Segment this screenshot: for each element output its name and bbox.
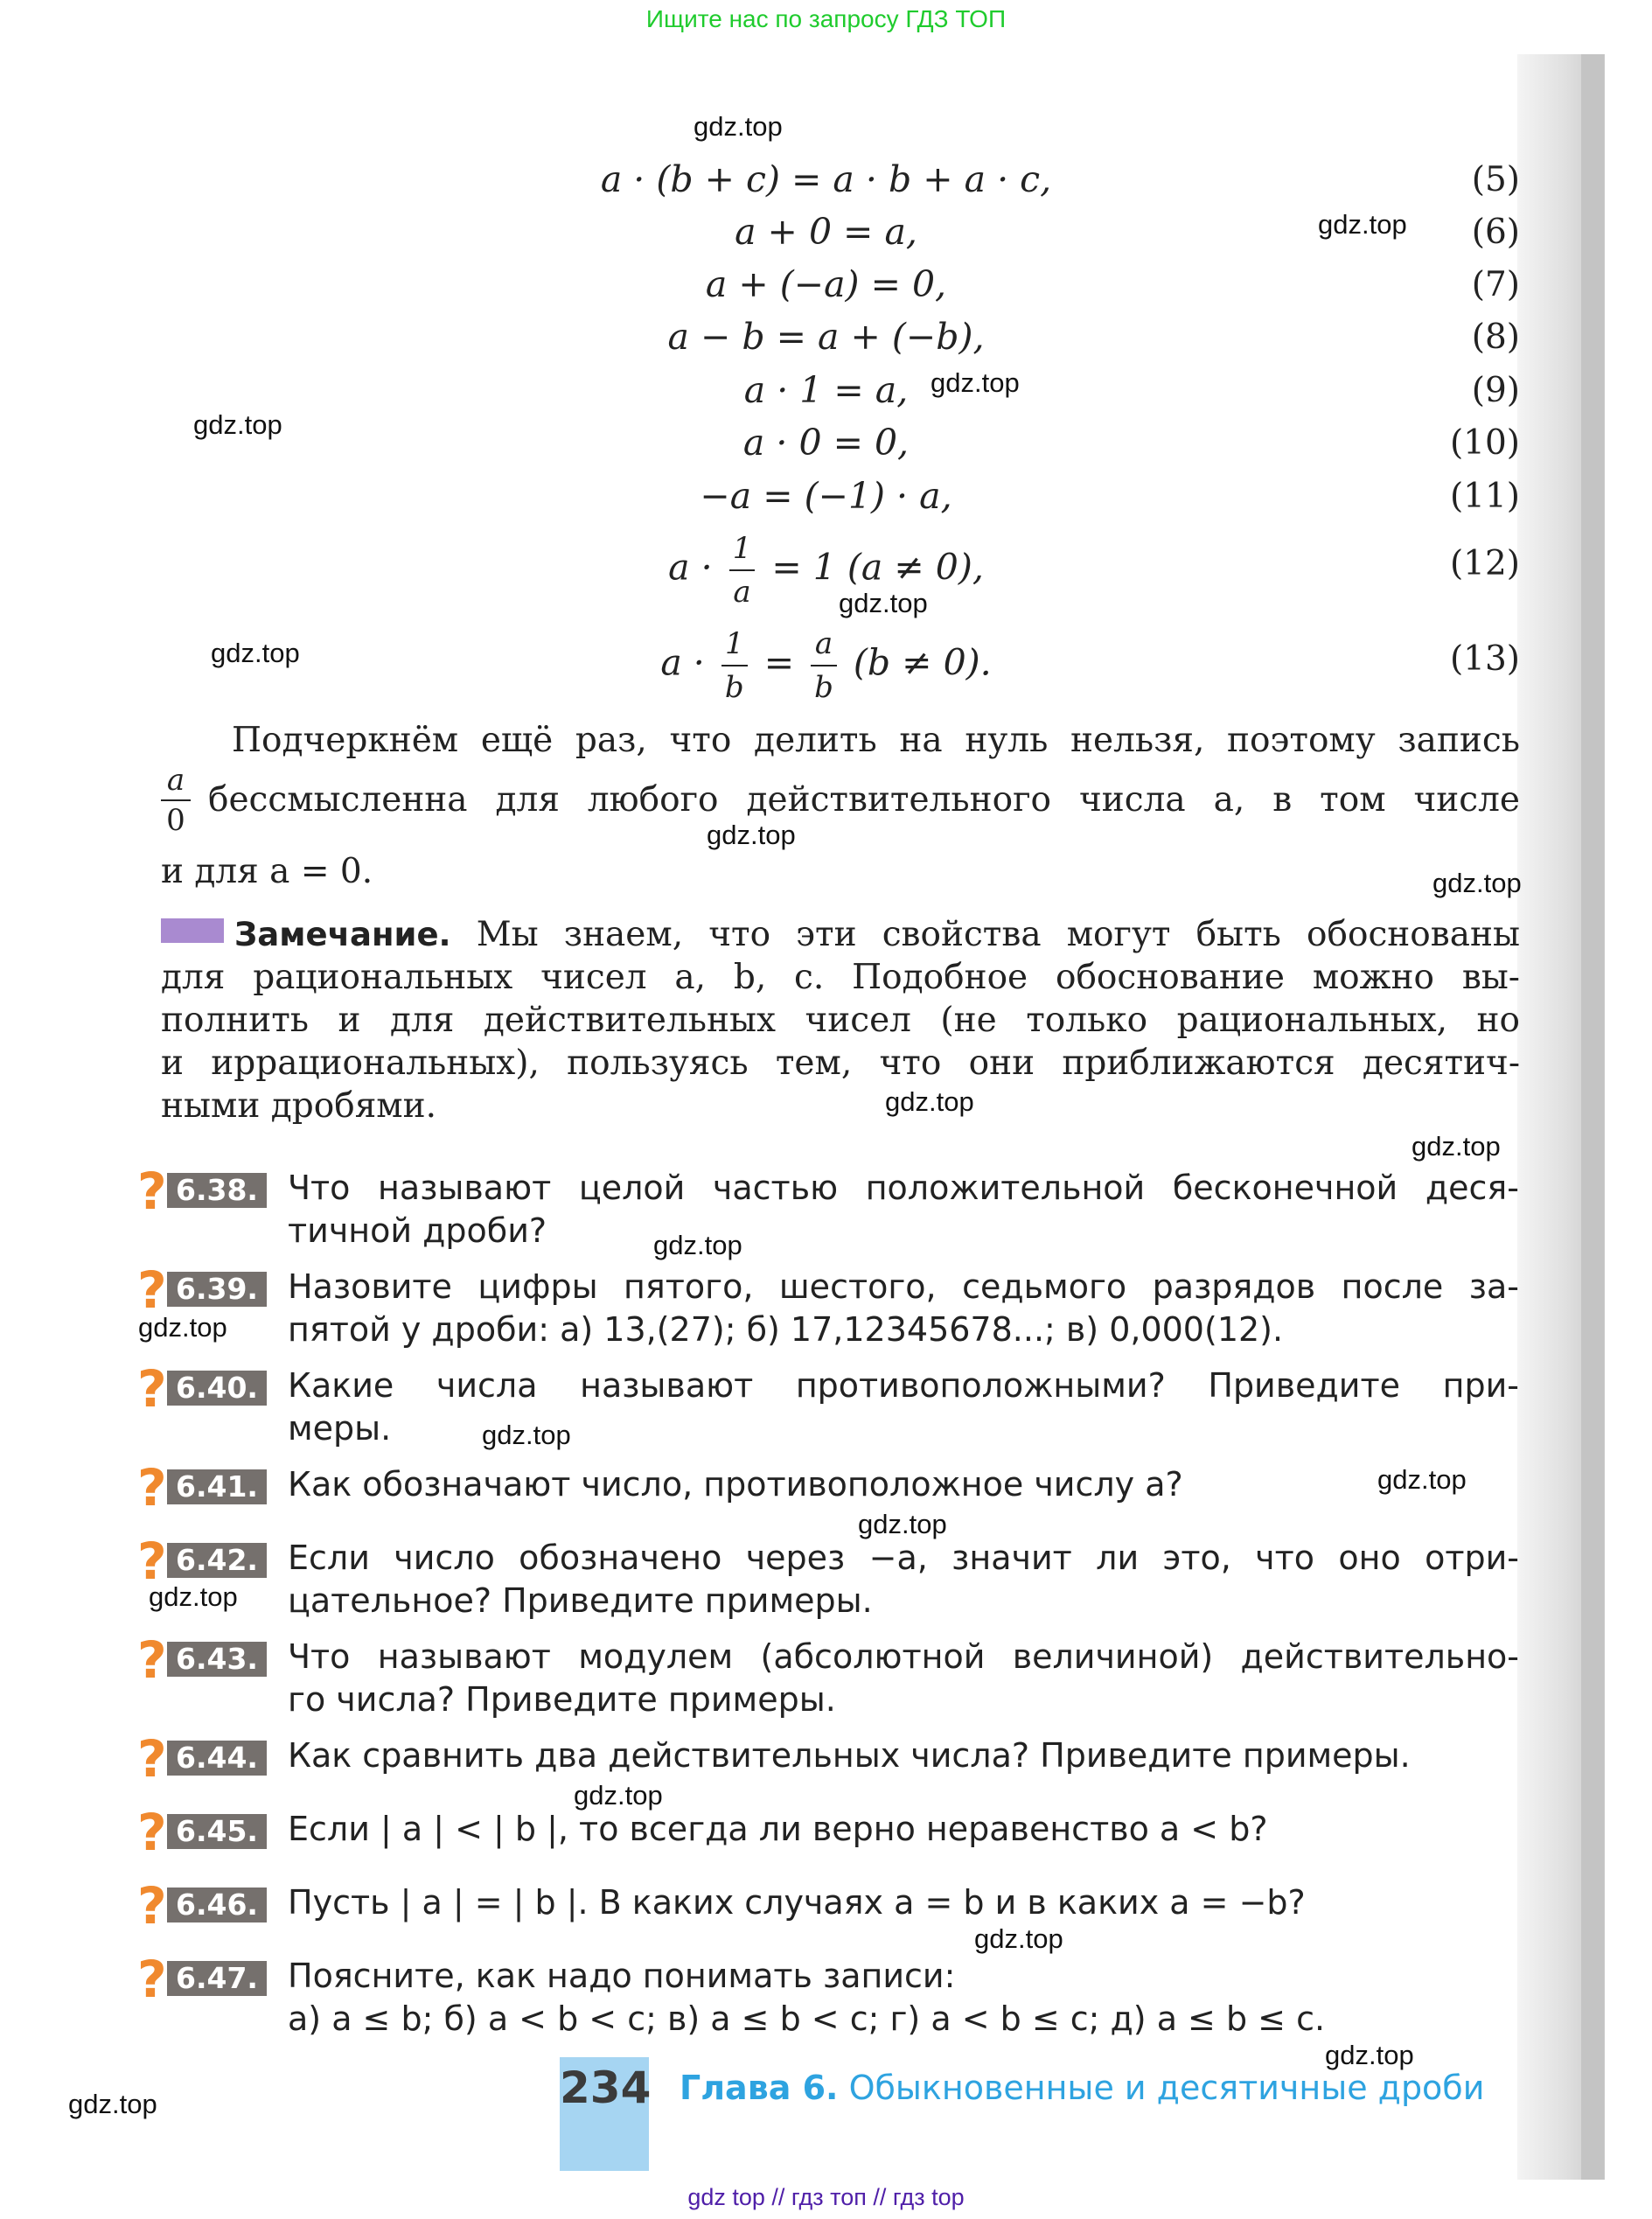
question-text: Какие числа называют противоположными? Приведите при- [288, 1366, 1519, 1405]
formula-13-prefix: a · [660, 641, 705, 684]
formula-9: a · 1 = a, [743, 369, 909, 411]
chapter-name: Обыкновенные и десятичные дроби [848, 2069, 1485, 2107]
question-text: Что называют модулем (абсолютной величиной) действительно- [288, 1637, 1519, 1676]
formula-10: a · 0 = 0, [742, 422, 910, 464]
watermark: gdz.top [885, 1086, 974, 1117]
watermark: gdz.top [149, 1581, 238, 1612]
question-text: пятой у дроби: а) 13,(27); б) 17,12345678...; в) 0,000(12). [288, 1310, 1284, 1349]
remark-line-3: полнить и для действительных чисел (не только рациональных, но [161, 1001, 1520, 1040]
watermark: gdz.top [931, 367, 1020, 398]
fraction-numerator: a [161, 761, 191, 801]
fraction-numerator: a [811, 623, 837, 666]
watermark: gdz.top [1318, 209, 1407, 240]
equation-number: (12) [1449, 544, 1520, 583]
question-mark-icon: ? [137, 1876, 167, 1936]
watermark: gdz.top [839, 588, 928, 618]
footer-banner: gdz top // гдз топ // гдз top [687, 2184, 965, 2210]
question-mark-icon: ? [137, 1630, 167, 1690]
question-badge [137, 1260, 267, 1320]
formula-6: a + 0 = a, [735, 211, 917, 253]
question-text: Если | a | < | b |, то всегда ли верно неравенство a < b? [288, 1810, 1268, 1848]
question-number: 6.47. [167, 1961, 267, 1996]
watermark: gdz.top [974, 1923, 1063, 1954]
equation-number: (13) [1449, 639, 1520, 679]
question-number: 6.41. [167, 1469, 267, 1504]
remark-line-1 [234, 913, 1520, 956]
chapter-label: Глава 6. [680, 2069, 839, 2107]
question-badge [137, 1729, 267, 1789]
fraction-a-over-0 [161, 761, 191, 840]
question-number: 6.42. [167, 1543, 267, 1578]
question-number: 6.43. [167, 1642, 267, 1677]
formula-7: a + (−a) = 0, [705, 263, 947, 305]
formula-11: −a = (−1) · a, [700, 475, 952, 517]
question-badge [137, 1162, 267, 1221]
paragraph-line-1: Подчеркнём ещё раз, что делить на нуль нельзя, поэтому запись [232, 721, 1520, 760]
watermark: gdz.top [858, 1509, 947, 1539]
paragraph-line-3: и для a = 0. [161, 852, 373, 891]
paragraph-line-2: бессмысленна для любого действительного числа a, в том числе [208, 780, 1520, 820]
top-banner: Ищите нас по запросу ГДЗ ТОП [645, 5, 1007, 32]
watermark: gdz.top [1325, 2040, 1414, 2070]
watermark: gdz.top [1412, 1131, 1501, 1162]
remark-line-2: для рациональных чисел a, b, c. Подобное обоснование можно вы- [161, 958, 1520, 997]
question-number: 6.44. [167, 1741, 267, 1776]
question-text: го числа? Приведите примеры. [288, 1680, 836, 1719]
equation-number: (8) [1471, 317, 1520, 357]
equation-number: (9) [1471, 371, 1520, 410]
fraction-a-over-b [811, 623, 837, 708]
question-text: меры. [288, 1409, 392, 1448]
fraction-1-over-a [729, 527, 756, 613]
fraction-1-over-b [721, 623, 748, 708]
watermark: gdz.top [482, 1420, 571, 1450]
watermark: gdz.top [68, 2089, 157, 2119]
fraction-denominator: b [724, 670, 744, 705]
question-badge [137, 1876, 267, 1936]
question-mark-icon: ? [137, 1803, 167, 1862]
watermark: gdz.top [211, 638, 300, 668]
watermark: gdz.top [707, 820, 796, 850]
question-badge [137, 1532, 267, 1591]
chapter-title [680, 2069, 1484, 2107]
question-text: тичной дроби? [288, 1211, 547, 1250]
formula-13-equals: = [763, 641, 795, 684]
question-mark-icon: ? [137, 1162, 167, 1221]
question-number: 6.40. [167, 1371, 267, 1406]
remark-text: Мы знаем, что эти свойства могут быть обоснованы [476, 915, 1520, 954]
question-mark-icon: ? [137, 1260, 167, 1320]
question-text: а) a ≤ b; б) a < b < c; в) a ≤ b < c; г) a < b ≤ c; д) a ≤ b ≤ c. [288, 1999, 1326, 2038]
question-badge [137, 1803, 267, 1862]
remark-marker [161, 918, 224, 943]
page-number: 234 [560, 2057, 649, 2171]
fraction-numerator: 1 [721, 623, 748, 666]
remark-line-4: и иррациональных), пользуясь тем, что они приближаются десятич- [161, 1043, 1520, 1083]
fraction-denominator: b [814, 670, 833, 705]
question-text: Пусть | a | = | b |. В каких случаях a = b и в каких a = −b? [288, 1883, 1306, 1922]
formula-5: a · (b + c) = a · b + a · c, [600, 158, 1052, 200]
watermark: gdz.top [694, 111, 783, 142]
question-mark-icon: ? [137, 1458, 167, 1518]
question-mark-icon: ? [137, 1950, 167, 2009]
question-mark-icon: ? [137, 1729, 167, 1789]
question-number: 6.38. [167, 1173, 267, 1208]
question-text: Что называют целой частью положительной бесконечной деся- [288, 1169, 1519, 1207]
equation-number: (5) [1471, 160, 1520, 199]
question-text: Как обозначают число, противоположное числу a? [288, 1465, 1183, 1504]
watermark: gdz.top [574, 1780, 663, 1811]
remark-line-5: ными дробями. [161, 1086, 437, 1126]
equation-number: (7) [1471, 265, 1520, 304]
formula-12-prefix: a · [668, 546, 713, 589]
question-badge [137, 1359, 267, 1419]
remark-label: Замечание. [234, 916, 451, 953]
question-mark-icon: ? [137, 1532, 167, 1591]
fraction-denominator: 0 [166, 803, 185, 838]
question-mark-icon: ? [137, 1359, 167, 1419]
question-text: цательное? Приведите примеры. [288, 1581, 873, 1620]
formula-12 [0, 527, 1652, 613]
question-number: 6.39. [167, 1272, 267, 1307]
formula-8: a − b = a + (−b), [667, 316, 985, 358]
equation-number: (10) [1449, 423, 1520, 463]
watermark: gdz.top [138, 1312, 227, 1343]
question-badge [137, 1630, 267, 1690]
watermark: gdz.top [1432, 868, 1522, 898]
equation-number: (6) [1471, 213, 1520, 252]
equation-number: (11) [1449, 477, 1520, 516]
question-text: Если число обозначено через −a, значит ли это, что оно отри- [288, 1539, 1519, 1577]
fraction-denominator: a [733, 575, 751, 610]
question-text: Как сравнить два действительных числа? Приведите примеры. [288, 1736, 1411, 1775]
watermark: gdz.top [1377, 1464, 1467, 1495]
fraction-numerator: 1 [729, 527, 756, 571]
watermark: gdz.top [193, 409, 282, 440]
question-text: Поясните, как надо понимать записи: [288, 1957, 956, 1995]
question-badge [137, 1950, 267, 2009]
watermark: gdz.top [653, 1230, 742, 1260]
question-text: Назовите цифры пятого, шестого, седьмого разрядов после за- [288, 1267, 1519, 1306]
formula-12-suffix: = 1 (a ≠ 0), [771, 546, 984, 589]
question-number: 6.46. [167, 1888, 267, 1922]
question-badge [137, 1458, 267, 1518]
formula-13-suffix: (b ≠ 0). [853, 641, 992, 684]
question-number: 6.45. [167, 1814, 267, 1849]
